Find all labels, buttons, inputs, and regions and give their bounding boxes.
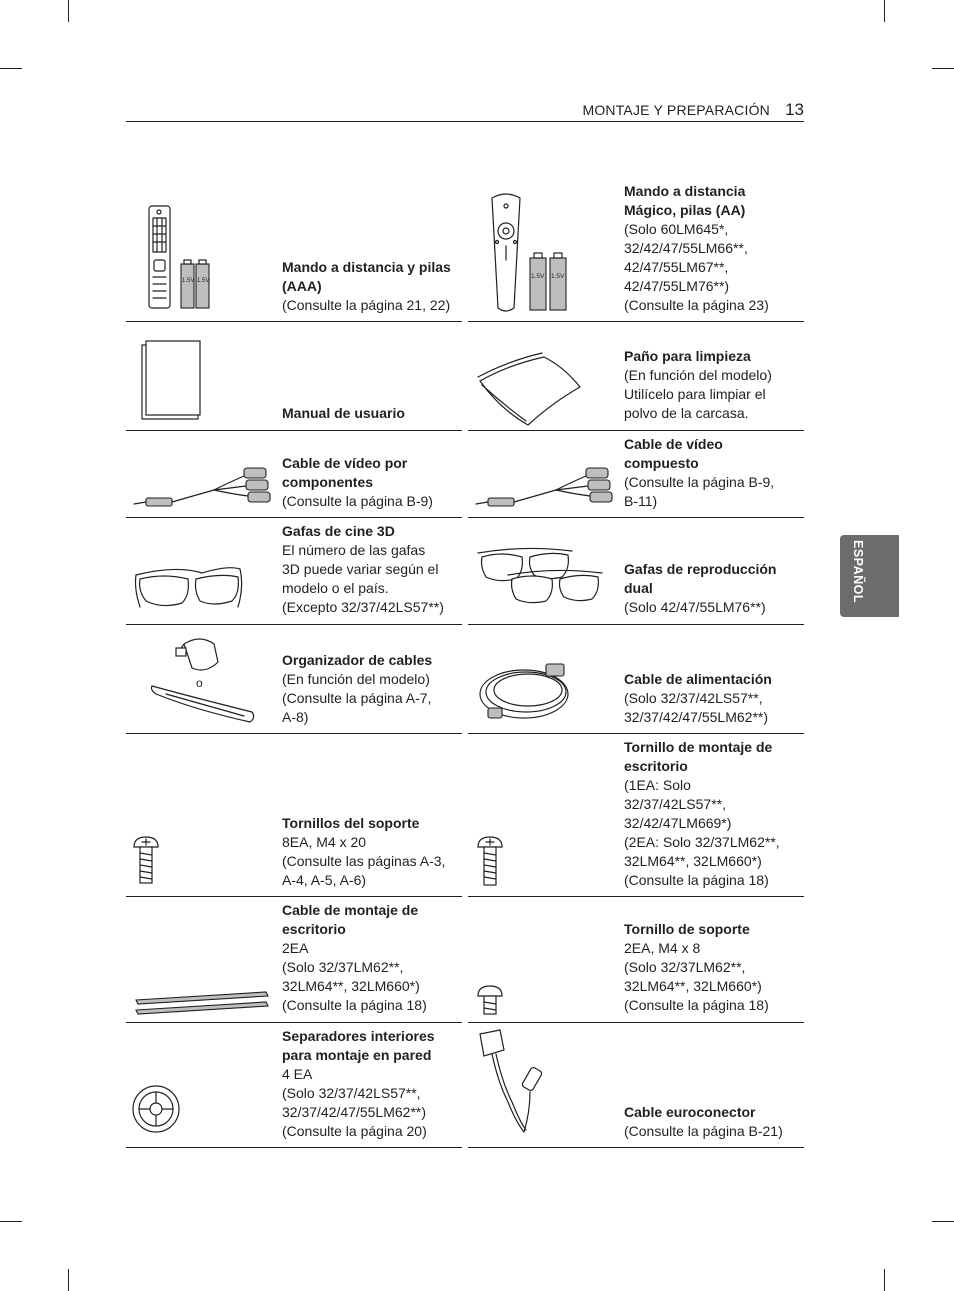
item-detail: (Solo 32/37LM62**,	[282, 959, 404, 975]
accessory-cell	[468, 321, 804, 431]
item-detail: (Excepto 32/37/42LS57**)	[282, 599, 444, 615]
item-detail: polvo de la carcasa.	[624, 405, 749, 421]
item-title: escritorio	[282, 921, 346, 937]
accessory-cell	[468, 517, 804, 625]
item-detail: (En función del modelo)	[624, 367, 772, 383]
item-text	[282, 651, 462, 727]
item-detail: (Consulte las páginas A-3,	[282, 853, 446, 869]
item-detail: 3D puede variar según el	[282, 561, 439, 577]
accessory-cell	[126, 733, 462, 897]
item-detail: 32LM64**, 32LM660*)	[624, 853, 762, 869]
item-text	[624, 670, 804, 727]
accessory-cell	[468, 180, 804, 322]
svg-text:1.5V: 1.5V	[551, 273, 565, 280]
item-detail: (Consulte la página B-21)	[624, 1123, 783, 1139]
item-title: componentes	[282, 474, 374, 490]
accessory-cell	[468, 1022, 804, 1148]
svg-text:1.5V: 1.5V	[197, 278, 210, 284]
item-title: Gafas de reproducción	[624, 561, 777, 577]
item-detail: 32/37/42LS57**,	[624, 796, 726, 812]
item-title: Cable euroconector	[624, 1104, 756, 1120]
section-title: MONTAJE Y PREPARACIÓN	[582, 102, 770, 118]
dual-play-glasses-icon	[468, 517, 618, 624]
language-tab	[840, 535, 899, 617]
cleaning-cloth-icon	[468, 321, 618, 430]
item-text	[282, 522, 462, 617]
item-title: para montaje en pared	[282, 1047, 432, 1063]
accessory-cell	[126, 1022, 462, 1148]
item-text	[282, 814, 462, 890]
item-title: Separadores interiores	[282, 1028, 435, 1044]
cable-organizer-icon	[126, 624, 276, 733]
accessory-cell	[126, 624, 462, 734]
item-text	[624, 560, 804, 617]
item-detail: 32LM64**, 32LM660*)	[624, 978, 762, 994]
item-text	[624, 920, 804, 1015]
item-title: (AAA)	[282, 278, 322, 294]
crop-mark	[68, 0, 69, 22]
item-detail: B-11)	[624, 493, 658, 509]
item-text	[282, 454, 462, 511]
item-title: Cable de montaje de	[282, 902, 419, 918]
item-detail: 32LM64**, 32LM660*)	[282, 978, 420, 994]
accessory-cell	[468, 430, 804, 518]
item-title: Tornillos del soporte	[282, 815, 420, 831]
item-detail: modelo o el país.	[282, 580, 389, 596]
item-title: Manual de usuario	[282, 405, 405, 421]
item-detail: (Consulte la página 18)	[624, 997, 769, 1013]
power-cord-icon	[468, 624, 618, 733]
item-detail: 32/42/47/55LM66**,	[624, 240, 748, 256]
item-detail: (Consulte la página 21, 22)	[282, 297, 451, 313]
accessory-cell	[468, 896, 804, 1023]
item-title: Mando a distancia	[624, 183, 746, 199]
item-text	[282, 258, 462, 315]
wall-mount-spacer-icon	[126, 1022, 276, 1147]
item-detail: (Solo 32/37/42LS57**,	[282, 1085, 421, 1101]
accessory-cell	[126, 896, 462, 1023]
desk-mount-screw-icon	[468, 733, 618, 896]
scart-cable-icon	[468, 1022, 618, 1147]
item-title: Paño para limpieza	[624, 348, 751, 364]
item-detail: 4 EA	[282, 1066, 313, 1082]
composite-cable-icon	[468, 430, 618, 517]
item-text	[282, 404, 462, 423]
item-title: escritorio	[624, 758, 688, 774]
item-detail: (Solo 60LM645*,	[624, 221, 729, 237]
icon-caption: o	[196, 676, 203, 690]
item-detail: (Consulte la página 20)	[282, 1123, 427, 1139]
support-screw-icon	[468, 896, 618, 1022]
crop-mark	[0, 1221, 22, 1222]
page-header	[126, 100, 804, 122]
item-detail: (Consulte la página 18)	[282, 997, 427, 1013]
item-detail: Utilícelo para limpiar el	[624, 386, 766, 402]
item-title: compuesto	[624, 455, 699, 471]
desk-mount-cable-icon	[126, 896, 276, 1022]
item-detail: (Consulte la página B-9)	[282, 493, 433, 509]
item-detail: 8EA, M4 x 20	[282, 834, 367, 850]
item-detail: 32/37/42/47/55LM62**)	[282, 1104, 426, 1120]
item-detail: (Consulte la página 23)	[624, 297, 769, 313]
item-detail: (2EA: Solo 32/37LM62**,	[624, 834, 780, 850]
accessory-cell	[468, 733, 804, 897]
manual-book-icon	[126, 321, 276, 430]
item-text	[624, 1103, 804, 1141]
crop-mark	[884, 0, 885, 22]
item-title: Tornillo de soporte	[624, 921, 750, 937]
item-title: Organizador de cables	[282, 652, 433, 668]
item-title: Tornillo de montaje de	[624, 739, 773, 755]
item-title: dual	[624, 580, 653, 596]
accessory-cell	[468, 624, 804, 734]
item-detail: (Solo 42/47/55LM76**)	[624, 599, 766, 615]
language-tab-label: ESPAÑOL	[851, 540, 865, 603]
item-detail: (En función del modelo)	[282, 671, 430, 687]
item-title: Cable de vídeo	[624, 436, 723, 452]
item-text	[624, 182, 804, 315]
item-title: Mando a distancia y pilas	[282, 259, 451, 275]
item-detail: A-8)	[282, 709, 309, 725]
crop-mark	[0, 68, 22, 69]
item-text	[282, 901, 462, 1015]
crop-mark	[932, 68, 954, 69]
item-detail: (1EA: Solo	[624, 777, 691, 793]
item-detail: (Solo 32/37/42LS57**,	[624, 690, 763, 706]
item-detail: (Consulte la página 18)	[624, 872, 769, 888]
item-detail: 32/42/47LM669*)	[624, 815, 732, 831]
accessory-cell	[126, 321, 462, 431]
item-detail: 42/47/55LM76**)	[624, 278, 730, 294]
page-number: 13	[785, 100, 804, 119]
item-title: Cable de alimentación	[624, 671, 772, 687]
component-cable-icon	[126, 430, 276, 517]
svg-text:1.5V: 1.5V	[531, 273, 545, 280]
item-title: Gafas de cine 3D	[282, 523, 395, 539]
crop-mark	[932, 1221, 954, 1222]
item-title: Cable de vídeo por	[282, 455, 408, 471]
accessory-cell	[126, 517, 462, 625]
crop-mark	[68, 1269, 69, 1291]
item-detail: (Consulte la página B-9,	[624, 474, 775, 490]
item-detail: 2EA	[282, 940, 309, 956]
accessory-cell	[126, 430, 462, 518]
magic-remote-and-aa-batteries-icon	[468, 180, 618, 321]
item-text	[624, 435, 804, 511]
item-text	[624, 347, 804, 423]
remote-and-aaa-batteries-icon	[126, 180, 276, 321]
item-detail: 32/37/42/47/55LM62**)	[624, 709, 768, 725]
svg-text:1.5V: 1.5V	[182, 278, 195, 284]
stand-screw-icon	[126, 733, 276, 896]
item-detail: (Consulte la página A-7,	[282, 690, 432, 706]
item-text	[282, 1027, 462, 1141]
item-detail: El número de las gafas	[282, 542, 426, 558]
item-detail: (Solo 32/37LM62**,	[624, 959, 746, 975]
crop-mark	[884, 1269, 885, 1291]
3d-glasses-icon	[126, 517, 276, 624]
item-detail: 2EA, M4 x 8	[624, 940, 701, 956]
item-title: Mágico, pilas (AA)	[624, 202, 746, 218]
accessory-cell	[126, 180, 462, 322]
item-detail: A-4, A-5, A-6)	[282, 872, 367, 888]
item-text	[624, 738, 804, 890]
item-detail: 42/47/55LM67**,	[624, 259, 729, 275]
